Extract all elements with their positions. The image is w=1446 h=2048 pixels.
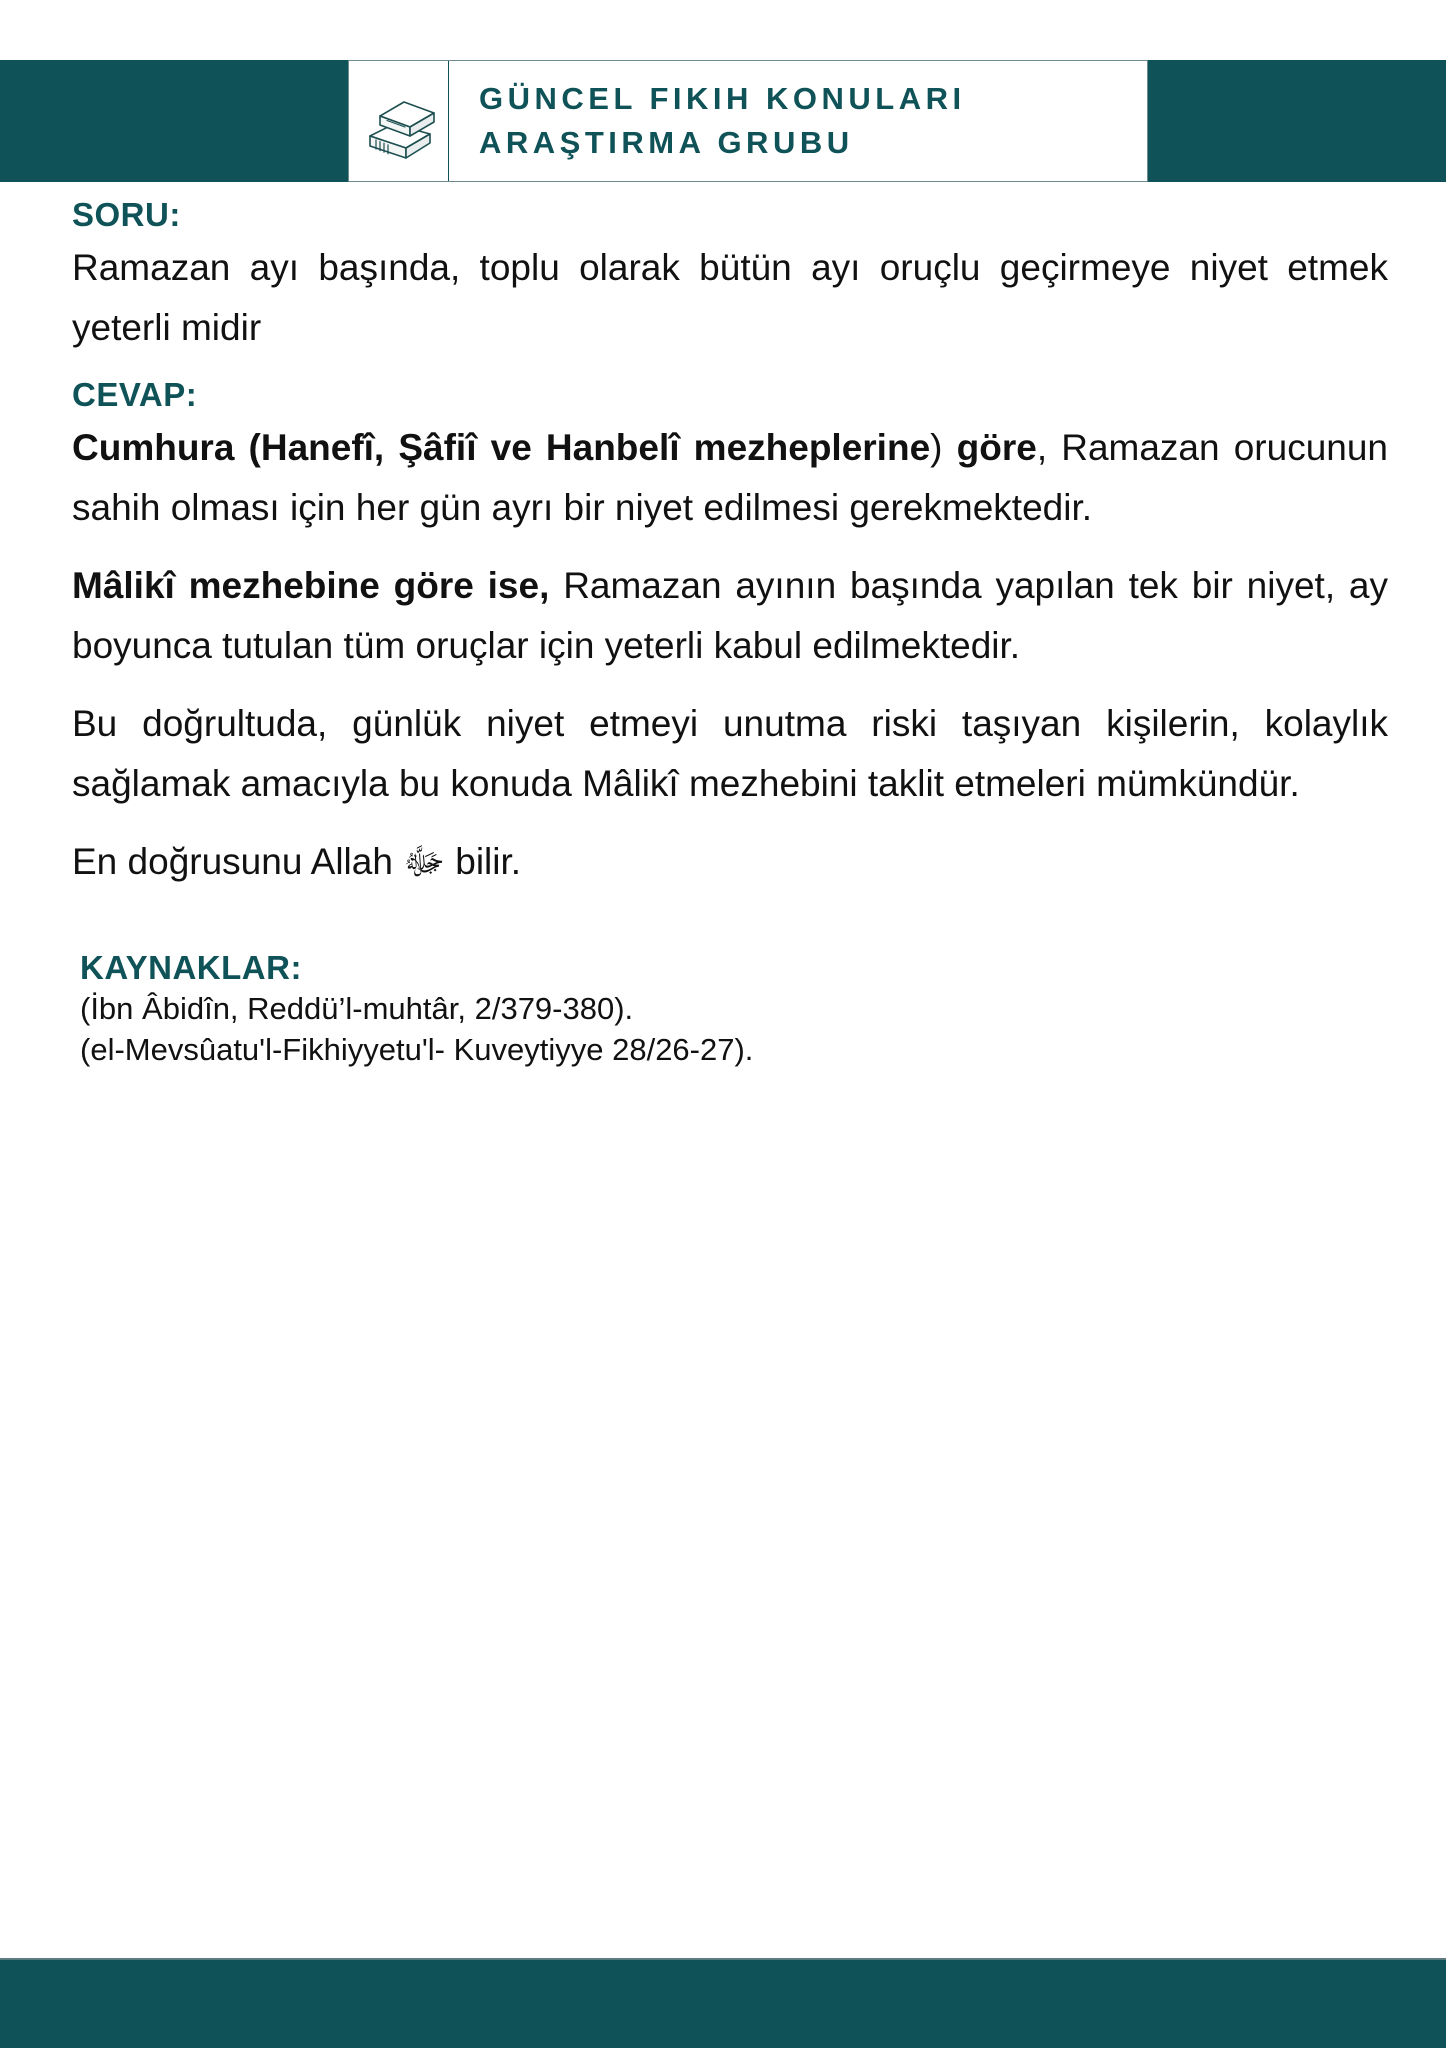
spacer bbox=[72, 891, 1388, 949]
answer-p1-bold-gore: göre bbox=[956, 426, 1037, 468]
spacer bbox=[72, 820, 1388, 832]
brand-title bbox=[449, 61, 1147, 181]
jalla-jalaluhu-glyph: ﷻ bbox=[403, 840, 445, 882]
source-item: (el-Mevsûatu'l-Fikhiyyetu'l- Kuveytiyye 28/26-27). bbox=[80, 1031, 754, 1067]
header-band bbox=[0, 60, 1446, 182]
spacer bbox=[72, 364, 1388, 376]
logo-cell bbox=[349, 61, 449, 181]
brand-title-line-2: ARAŞTIRMA GRUBU bbox=[479, 125, 854, 160]
answer-p2-bold-lead: Mâlikî mezhebine göre ise, bbox=[72, 564, 550, 606]
closing-post: bilir. bbox=[444, 840, 522, 882]
answer-heading: CEVAP: bbox=[72, 375, 198, 413]
question-heading: SORU: bbox=[72, 196, 181, 233]
answer-p1-bold-lead: Cumhura (Hanefî, Şâfiî ve Hanbelî mezheplerine bbox=[72, 426, 931, 468]
answer-p1-rest: , Ramazan orucunun sahih olması için her gün ayrı bir niyet edilmesi gerekmektedir. bbox=[72, 426, 1388, 528]
answer-paragraph-2 bbox=[72, 556, 1388, 676]
answer-paragraph-1 bbox=[72, 418, 1388, 538]
question-text: Ramazan ayı başında, toplu olarak bütün ayı oruçlu geçirmeye niyet etmek yeterli midir bbox=[72, 247, 1388, 348]
answer-closing-line bbox=[72, 832, 1388, 892]
answer-p1-paren: ) bbox=[930, 426, 943, 468]
sources-heading: KAYNAKLAR: bbox=[80, 949, 302, 987]
header-left-spacer bbox=[0, 60, 348, 182]
source-item: (İbn Âbidîn, Reddü’l-muhtâr, 2/379-380). bbox=[80, 991, 634, 1027]
spacer bbox=[72, 682, 1388, 694]
brand-title-line-1: GÜNCEL FIKIH KONULARI bbox=[479, 80, 966, 116]
spacer bbox=[72, 544, 1388, 556]
content-area bbox=[0, 196, 1446, 1070]
stacked-books-icon bbox=[360, 80, 438, 162]
answer-paragraph-3: Bu doğrultuda, günlük niyet etmeyi unutma riski taşıyan kişilerin, kolaylık sağlamak amacıyla bu konuda Mâlikî mezhebini taklit etmeleri mümkündür. bbox=[72, 702, 1388, 804]
header-brand-card bbox=[348, 60, 1148, 182]
closing-pre: En doğrusunu Allah bbox=[72, 840, 404, 882]
answer-p2-rest: Ramazan ayının başında yapılan tek bir niyet, ay boyunca tutulan tüm oruçlar için yeterli kabul edilmektedir. bbox=[72, 564, 1388, 666]
footer-band bbox=[0, 1958, 1446, 2048]
